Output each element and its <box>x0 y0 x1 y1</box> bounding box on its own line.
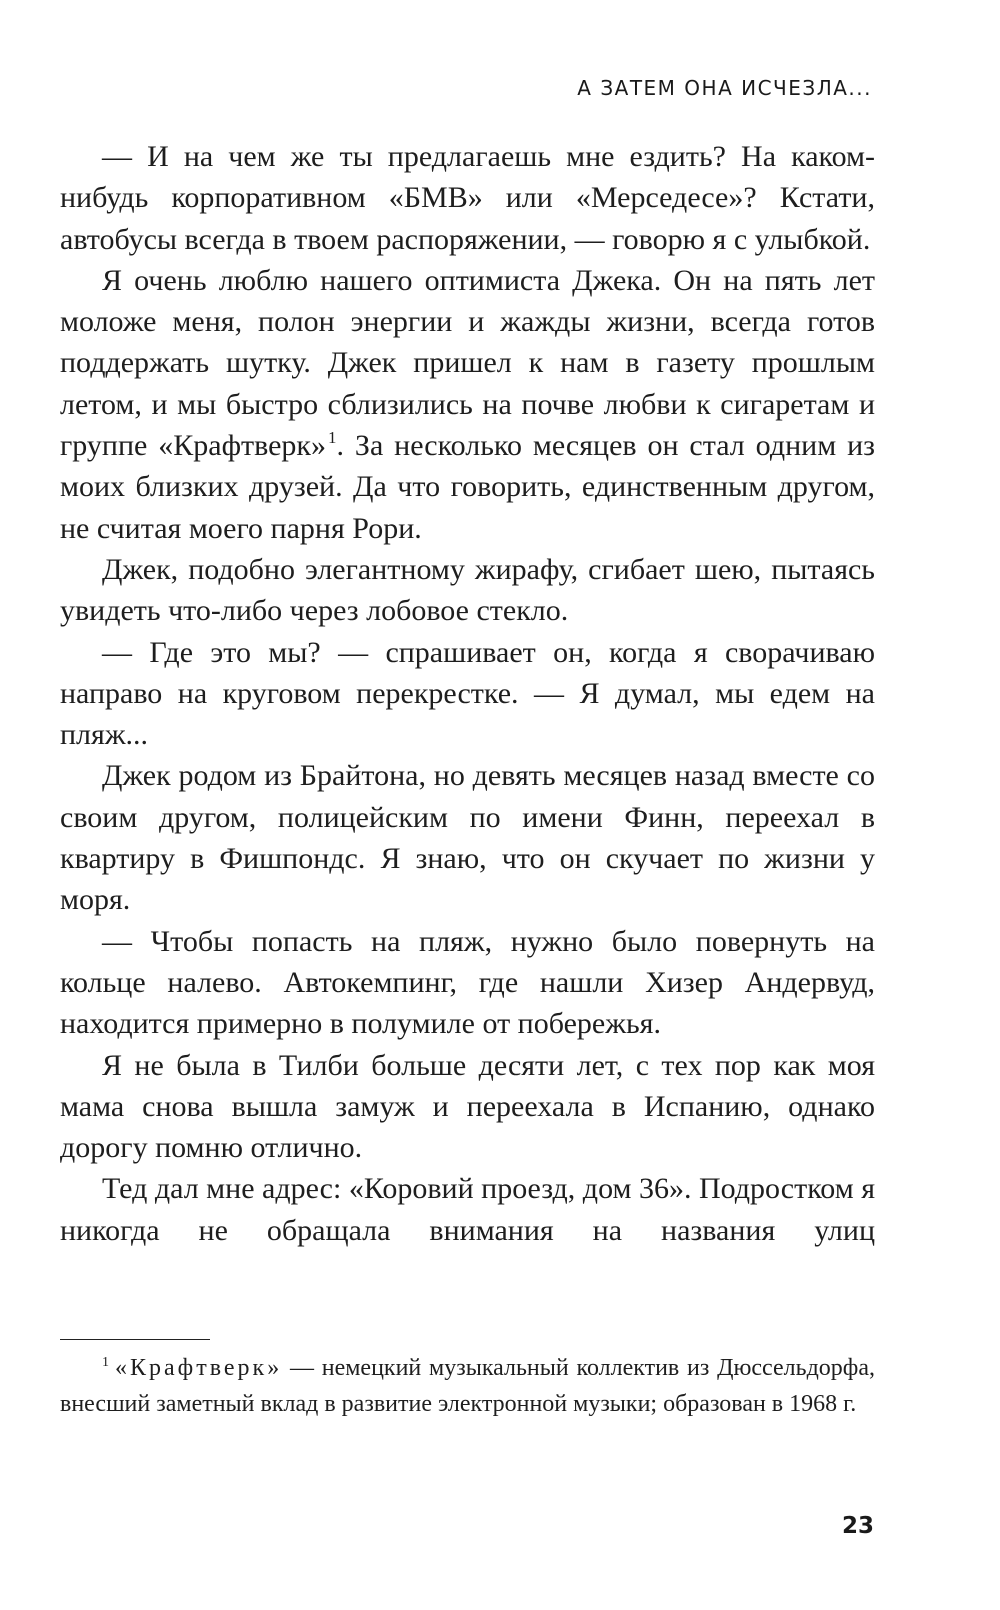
footnote-paragraph <box>60 1350 875 1422</box>
paragraph-7: Я не была в Тилби больше десяти лет, с тех пор как моя мама снова вышла замуж и переехала в Испанию, однако дорогу помню отлично. <box>60 1048 875 1165</box>
running-header: А ЗАТЕМ ОНА ИСЧЕЗЛА... <box>577 76 872 100</box>
paragraph-5: Джек родом из Брайтона, но девять месяцев назад вместе со своим другом, полицейским по имени Финн, переехал в квартиру в Фишпондс. Я знаю, что он скучает по жизни у моря. <box>60 759 875 917</box>
paragraph-3: Джек, подобно элегантному жирафу, сгибает шею, пытаясь увидеть что-либо через лобовое стекло. <box>60 552 875 628</box>
footnote-term: «Крафтверк» <box>115 1355 283 1381</box>
footnote <box>60 1350 875 1422</box>
main-text <box>60 136 875 1251</box>
paragraph-8: Тед дал мне адрес: «Коровий проезд, дом 36». Подростком я никогда не обращала внимания на названия улиц <box>60 1172 875 1247</box>
paragraph-2-text-b: . За несколько месяцев он стал одним из моих близких друзей. Да что говорить, единственным другом, не считая моего парня Рори. <box>60 429 875 545</box>
paragraph-1: — И на чем же ты предлагаешь мне ездить? На каком-нибудь корпоративном «БМВ» или «Мерседесе»? Кстати, автобусы всегда в твоем распоряжении, — говорю я с улыбкой. <box>60 140 875 256</box>
footnote-reference[interactable]: 1 <box>328 428 337 448</box>
paragraph-4: — Где это мы? — спрашивает он, когда я сворачиваю направо на круговом перекрестке. — Я думал, мы едем на пляж... <box>60 635 875 752</box>
footnote-divider <box>60 1339 210 1340</box>
page-number: 23 <box>841 1513 874 1539</box>
paragraph-2 <box>60 260 875 549</box>
paragraph-6: — Чтобы попасть на пляж, нужно было повернуть на кольце налево. Автокемпинг, где нашли Хизер Андервуд, находится примерно в полумиле от побережья. <box>60 924 875 1041</box>
footnote-text: — немецкий музыкальный коллектив из Дюссельдорфа, внесший заметный вклад в развитие электронной музыки; образован в 1968 г. <box>60 1355 875 1417</box>
paragraph-2-text-a: Я очень люблю нашего оптимиста Джека. Он на пять лет моложе меня, полон энергии и жажды жизни, всегда готов поддержать шутку. Джек пришел к нам в газету прошлым летом, и мы быстро сблизились на почве любви к сигаретам и группе «Крафтверк» <box>60 263 875 463</box>
footnote-marker: 1 <box>102 1355 109 1370</box>
